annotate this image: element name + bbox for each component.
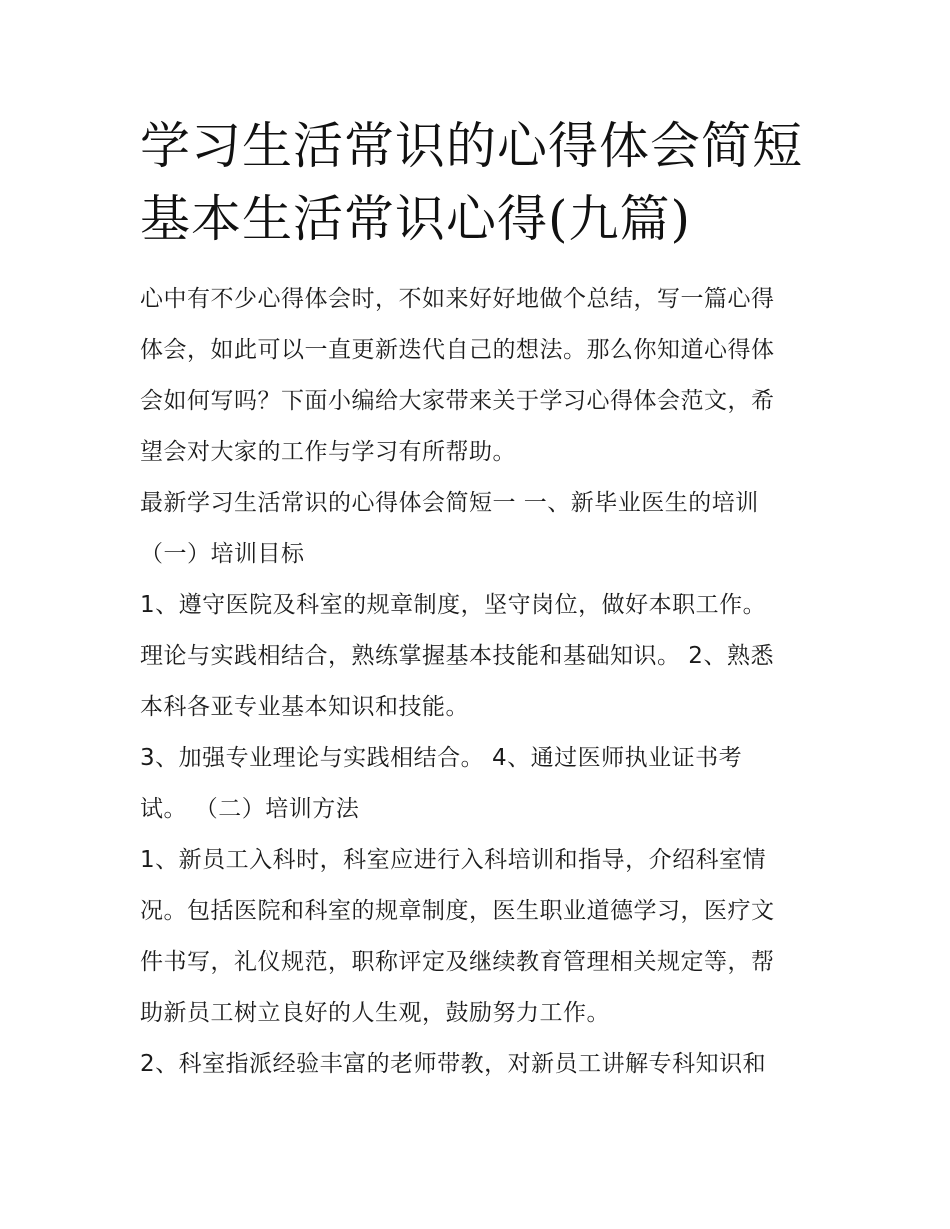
training-goals-continued-paragraph <box>140 733 830 835</box>
text-line: 会如何写吗？下面小编给大家带来关于学习心得体会范文，希 <box>140 388 775 414</box>
text-line: 试。 （二）培训方法 <box>140 796 360 822</box>
text-line: 理论与实践相结合，熟练掌握基本技能和基础知识。 2、熟悉 <box>140 643 774 669</box>
intro-paragraph <box>140 274 830 478</box>
document-title <box>140 110 830 256</box>
text-line: 3、加强专业理论与实践相结合。 4、通过医师执业证书考 <box>140 745 743 771</box>
text-line: 心中有不少心得体会时，不如来好好地做个总结，写一篇心得 <box>140 286 775 312</box>
text-line: 最新学习生活常识的心得体会简短一 一、新毕业医生的培训 <box>140 490 759 516</box>
text-line: 1、新员工入科时，科室应进行入科培训和指导，介绍科室情 <box>140 847 767 873</box>
text-line: 本科各亚专业基本知识和技能。 <box>140 694 469 720</box>
text-line: 件书写，礼仪规范，职称评定及继续教育管理相关规定等，帮 <box>140 949 775 975</box>
text-line: 1、遵守医院及科室的规章制度，坚守岗位，做好本职工作。 <box>140 592 767 618</box>
text-line: 况。包括医院和科室的规章制度，医生职业道德学习，医疗文 <box>140 898 775 924</box>
training-methods-paragraph <box>140 835 830 1039</box>
title-line: 学习生活常识的心得体会简短 <box>140 117 803 175</box>
document-body <box>140 274 830 1090</box>
text-line: 2、科室指派经验丰富的老师带教，对新员工讲解专科知识和 <box>140 1051 767 1077</box>
section-heading-paragraph <box>140 478 830 580</box>
text-line: 助新员工树立良好的人生观，鼓励努力工作。 <box>140 1000 610 1026</box>
training-methods-continued-paragraph <box>140 1039 830 1090</box>
title-line: 基本生活常识心得(九篇) <box>140 190 692 248</box>
training-goals-paragraph <box>140 580 830 733</box>
text-line: 望会对大家的工作与学习有所帮助。 <box>140 439 516 465</box>
text-line: （一）培训目标 <box>140 541 305 567</box>
text-line: 体会，如此可以一直更新迭代自己的想法。那么你知道心得体 <box>140 337 775 363</box>
